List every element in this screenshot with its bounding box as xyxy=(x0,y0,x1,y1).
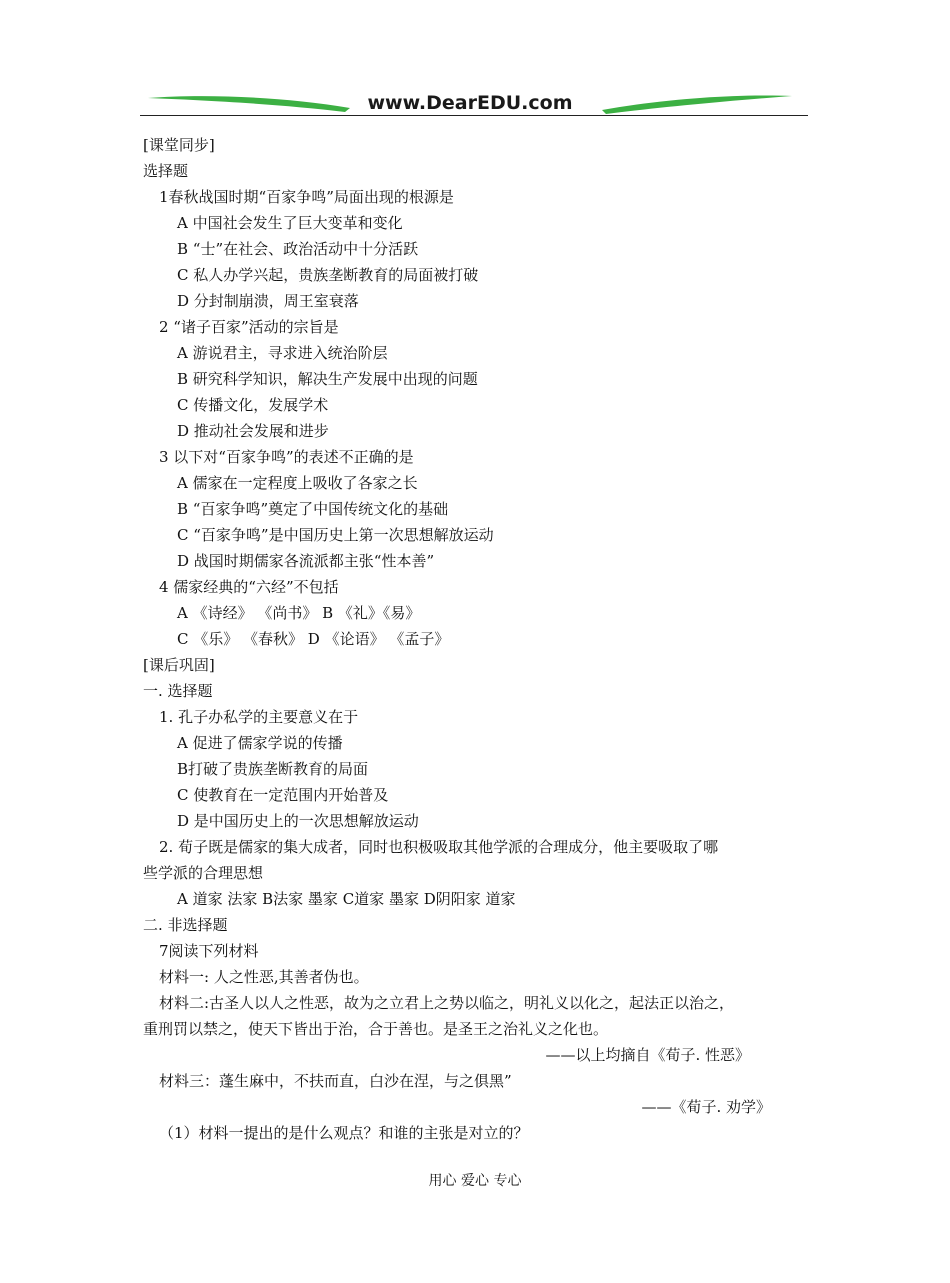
text-line: 2. 荀子既是儒家的集大成者，同时也积极吸取其他学派的合理成分，他主要吸取了哪 xyxy=(159,838,719,856)
text-line: 4 儒家经典的“六经”不包括 xyxy=(159,578,339,596)
text-line: A 游说君主，寻求进入统治阶层 xyxy=(177,344,388,362)
text-line: C “百家争鸣”是中国历史上第一次思想解放运动 xyxy=(177,526,494,544)
text-line: D 推动社会发展和进步 xyxy=(177,422,329,440)
text-line: 2 “诸子百家”活动的宗旨是 xyxy=(159,318,339,336)
text-line: 材料一: 人之性恶,其善者伪也。 xyxy=(159,968,369,986)
text-line: （1）材料一提出的是什么观点？和谁的主张是对立的？ xyxy=(159,1124,529,1142)
text-line: 选择题 xyxy=(143,162,189,180)
text-line: B 研究科学知识，解决生产发展中出现的问题 xyxy=(177,370,478,388)
text-line: 些学派的合理思想 xyxy=(143,864,264,882)
text-line: A 中国社会发生了巨大变革和变化 xyxy=(177,214,403,232)
logo-text[interactable]: www.DearEDU.com xyxy=(367,92,573,114)
text-line: B打破了贵族垄断教育的局面 xyxy=(177,760,369,778)
document-body xyxy=(143,132,823,1146)
text-line: 重刑罚以禁之，使天下皆出于治，合于善也。是圣王之治礼义之化也。 xyxy=(143,1020,609,1038)
page-footer: 用心 爱心 专心 xyxy=(428,1173,522,1189)
text-line: B “士”在社会、政治活动中十分活跃 xyxy=(177,240,419,258)
text-line: 1春秋战国时期“百家争鸣”局面出现的根源是 xyxy=(159,188,454,206)
text-line: A 儒家在一定程度上吸收了各家之长 xyxy=(177,474,418,492)
text-line: C 私人办学兴起，贵族垄断教育的局面被打破 xyxy=(177,266,479,284)
header-divider xyxy=(140,115,808,116)
text-line: 材料二:古圣人以人之性恶，故为之立君上之势以临之，明礼义以化之，起法正以治之， xyxy=(159,994,735,1012)
text-line: B “百家争鸣”奠定了中国传统文化的基础 xyxy=(177,500,449,518)
text-line: 3 以下对“百家争鸣”的表述不正确的是 xyxy=(159,448,414,466)
text-line: D 战国时期儒家各流派都主张“性本善” xyxy=(177,552,435,570)
text-line: D 是中国历史上的一次思想解放运动 xyxy=(177,812,419,830)
text-line: A 促进了儒家学说的传播 xyxy=(177,734,343,752)
text-line: 1. 孔子办私学的主要意义在于 xyxy=(159,708,359,726)
text-line: ——《荀子. 劝学》 xyxy=(641,1098,771,1116)
text-line: [课堂同步] xyxy=(143,136,215,154)
text-line: C 《乐》 《春秋》 D 《论语》 《孟子》 xyxy=(177,630,450,648)
text-line: 7阅读下列材料 xyxy=(159,942,259,960)
site-logo-banner xyxy=(140,88,808,118)
text-line: ——以上均摘自《荀子. 性恶》 xyxy=(545,1046,750,1064)
text-line: A 道家 法家 B法家 墨家 C道家 墨家 D阴阳家 道家 xyxy=(177,890,516,908)
text-line: D 分封制崩溃，周王室衰落 xyxy=(177,292,359,310)
text-line: C 使教育在一定范围内开始普及 xyxy=(177,786,389,804)
text-line: C 传播文化，发展学术 xyxy=(177,396,329,414)
text-line: 一. 选择题 xyxy=(143,682,213,700)
text-line: 二. 非选择题 xyxy=(143,916,228,934)
text-line: A 《诗经》 《尚书》 B 《礼》《易》 xyxy=(177,604,421,622)
text-line: [课后巩固] xyxy=(143,656,215,674)
text-line: 材料三：蓬生麻中，不扶而直，白沙在涅，与之俱黑” xyxy=(159,1072,512,1090)
